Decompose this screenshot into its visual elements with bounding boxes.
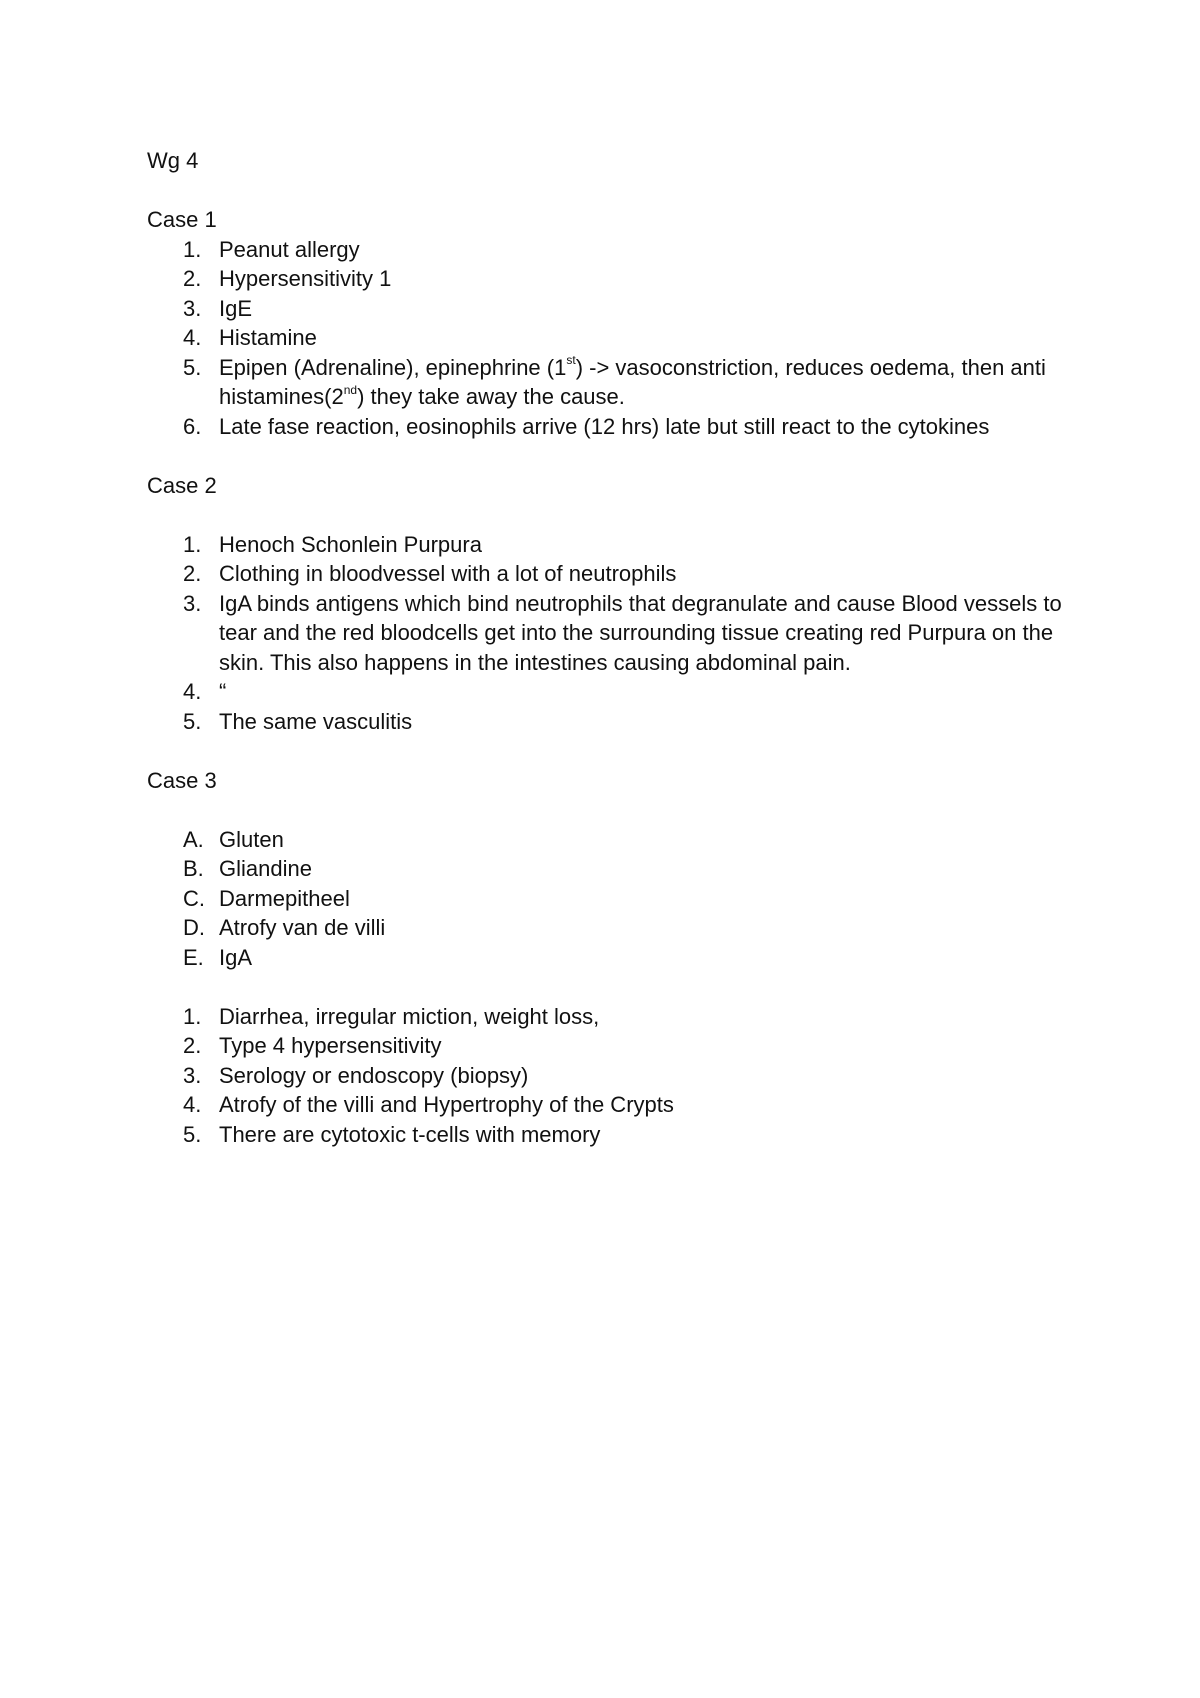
- list-item: [147, 1031, 1067, 1061]
- list-item: [147, 323, 1067, 353]
- list-item-text: Atrofy van de villi: [219, 915, 386, 940]
- list-item-text: Hypersensitivity 1: [219, 266, 392, 291]
- list-item: [147, 235, 1067, 265]
- case-2-list: [147, 530, 1067, 737]
- list-item: [147, 559, 1067, 589]
- list-item: [147, 1002, 1067, 1032]
- list-marker: 3.: [183, 590, 202, 616]
- list-marker: E.: [183, 944, 204, 970]
- list-marker: 2.: [183, 266, 202, 291]
- case-1-heading: Case 1: [147, 207, 217, 232]
- list-item-text: Clothing in bloodvessel with a lot of neutrophils: [219, 561, 677, 586]
- list-marker: 5.: [183, 1121, 202, 1147]
- list-item: [147, 530, 1067, 560]
- list-item-text: The same vasculitis: [219, 708, 413, 734]
- spacer: [147, 972, 1067, 1002]
- list-marker: 4.: [183, 679, 202, 704]
- list-item-text: Darmepitheel: [219, 885, 350, 911]
- list-item-text: Gluten: [219, 826, 284, 852]
- list-item-text: IgA binds antigens which bind neutrophils that degranulate and cause Blood vessels to tear and the red bloodcells get into the surrounding tissue creating red Purpura on the skin. This also happens in the intestines causing abdominal pain.: [219, 590, 1062, 675]
- list-marker: 1.: [183, 1003, 202, 1029]
- list-marker: B.: [183, 856, 204, 881]
- list-item-text-part: Epipen (Adrenaline), epinephrine (1: [219, 354, 567, 380]
- list-item: [147, 943, 1067, 973]
- list-marker: C.: [183, 885, 205, 911]
- list-item-text: IgE: [219, 295, 253, 321]
- list-item: [147, 353, 1067, 412]
- list-item-text-part: ) they take away the cause.: [357, 384, 625, 409]
- list-item: [147, 589, 1067, 678]
- list-marker: 3.: [183, 1062, 202, 1088]
- superscript: nd: [343, 382, 358, 397]
- list-marker: 4.: [183, 325, 202, 350]
- list-marker: 4.: [183, 1092, 202, 1117]
- list-item: [147, 913, 1067, 943]
- list-item-text: Type 4 hypersensitivity: [219, 1033, 442, 1058]
- list-item-text: Late fase reaction, eosinophils arrive (12 hrs) late but still react to the cytokines: [219, 413, 990, 439]
- list-marker: 5.: [183, 354, 202, 380]
- spacer: [147, 500, 1067, 530]
- list-marker: 5.: [183, 708, 202, 734]
- case-1-list: [147, 235, 1067, 442]
- list-item: [147, 707, 1067, 737]
- list-marker: 1.: [183, 531, 202, 557]
- list-marker: 6.: [183, 413, 202, 439]
- list-item-text: There are cytotoxic t-cells with memory: [219, 1121, 601, 1147]
- case-2-heading: Case 2: [147, 472, 217, 498]
- list-item: [147, 884, 1067, 914]
- list-item-text: Atrofy of the villi and Hypertrophy of the Crypts: [219, 1092, 674, 1117]
- list-marker: 2.: [183, 561, 202, 586]
- case-3-heading: Case 3: [147, 767, 217, 793]
- list-item-text: Diarrhea, irregular miction, weight loss,: [219, 1003, 600, 1029]
- list-item-text: Peanut allergy: [219, 236, 360, 262]
- list-item: [147, 677, 1067, 707]
- superscript: st: [566, 353, 576, 368]
- list-marker: A.: [183, 826, 204, 852]
- list-item: [147, 1120, 1067, 1150]
- list-item: [147, 1061, 1067, 1091]
- case-3-letter-list: [147, 825, 1067, 973]
- list-item: [147, 1090, 1067, 1120]
- spacer: [147, 795, 1067, 825]
- list-item-text: Henoch Schonlein Purpura: [219, 531, 482, 557]
- spacer: [147, 441, 1067, 471]
- list-item: [147, 294, 1067, 324]
- document-content: [147, 146, 1067, 1149]
- list-marker: 2.: [183, 1033, 202, 1058]
- list-item-text: “: [219, 679, 227, 704]
- spacer: [147, 736, 1067, 766]
- list-item-text: Gliandine: [219, 856, 312, 881]
- list-item-text-part: ) -> vasoconstriction, reduces oedema, then anti histamines(2: [219, 354, 1046, 409]
- list-marker: 3.: [183, 295, 202, 321]
- list-item-text: Histamine: [219, 325, 317, 350]
- document-title: Wg 4: [147, 148, 199, 173]
- list-marker: 1.: [183, 236, 202, 262]
- list-marker: D.: [183, 915, 205, 940]
- list-item-text: Serology or endoscopy (biopsy): [219, 1062, 529, 1088]
- list-item: [147, 825, 1067, 855]
- list-item-text: IgA: [219, 944, 253, 970]
- list-item: [147, 264, 1067, 294]
- list-item: [147, 854, 1067, 884]
- case-3-list: [147, 1002, 1067, 1150]
- list-item: [147, 412, 1067, 442]
